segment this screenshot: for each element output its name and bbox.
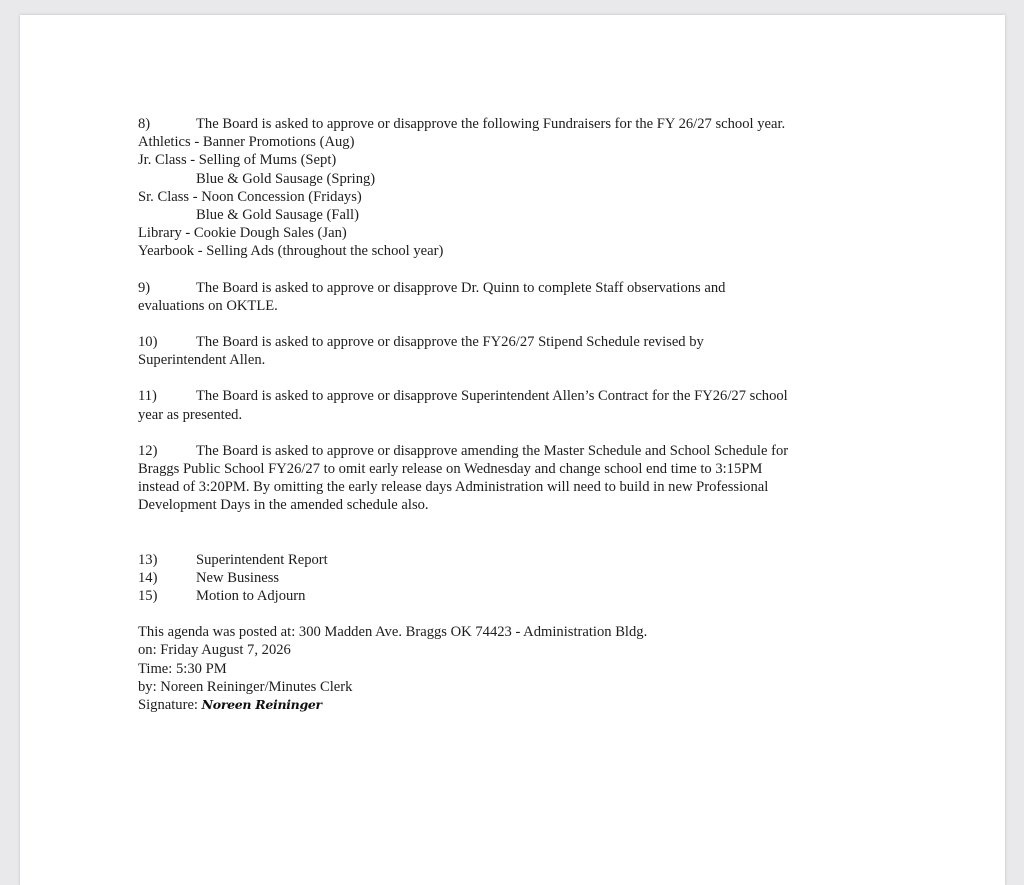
agenda-item-13 <box>138 551 893 569</box>
fundraiser-line: Library - Cookie Dough Sales (Jan) <box>138 225 347 242</box>
posted-date-line: on: Friday August 7, 2026 <box>138 642 291 659</box>
posted-at-line: This agenda was posted at: 300 Madden Ave. Braggs OK 74423 - Administration Bldg. <box>138 624 648 641</box>
item-number: 12) <box>138 442 158 459</box>
handwritten-signature: Noreen Reininger <box>201 697 322 713</box>
item-text-continued: year as presented. <box>138 406 243 423</box>
agenda-item-11 <box>138 387 893 405</box>
item-text: New Business <box>196 569 280 586</box>
item-number: 15) <box>138 588 158 605</box>
agenda-item-10 <box>138 333 893 351</box>
fundraiser-line: Athletics - Banner Promotions (Aug) <box>138 134 355 151</box>
posted-time-line: Time: 5:30 PM <box>138 660 227 677</box>
spacer <box>138 605 893 623</box>
agenda-item-15 <box>138 587 893 605</box>
spacer <box>138 261 893 279</box>
item-text-continued: Development Days in the amended schedule also. <box>138 497 429 514</box>
agenda-item-12 <box>138 442 893 460</box>
item-text: Superintendent Report <box>196 551 328 568</box>
fundraiser-line: Blue & Gold Sausage (Fall) <box>196 207 359 224</box>
item-number: 10) <box>138 334 158 351</box>
document-page <box>20 15 1005 885</box>
item-text: Motion to Adjourn <box>196 588 306 605</box>
spacer <box>138 369 893 387</box>
item-text-continued: Braggs Public School FY26/27 to omit early release on Wednesday and change school end time to 3:15PM <box>138 461 763 478</box>
item-number: 14) <box>138 569 158 586</box>
item-number: 8) <box>138 116 151 132</box>
item-number: 13) <box>138 551 158 568</box>
item-text: The Board is asked to approve or disapprove Superintendent Allen’s Contract for the FY26/27 school <box>196 388 788 405</box>
item-number: 11) <box>138 388 157 405</box>
fundraiser-line: Blue & Gold Sausage (Spring) <box>196 170 376 187</box>
item-text: The Board is asked to approve or disapprove the following Fundraisers for the FY 26/27 school year. <box>196 116 786 132</box>
fundraiser-line: Yearbook - Selling Ads (throughout the school year) <box>138 243 444 260</box>
spacer <box>138 424 893 442</box>
fundraiser-line: Sr. Class - Noon Concession (Fridays) <box>138 188 362 205</box>
agenda-item-8 <box>138 115 893 133</box>
spacer <box>138 515 893 551</box>
item-text: The Board is asked to approve or disapprove amending the Master Schedule and School Schedule for <box>196 442 789 459</box>
item-text-continued: instead of 3:20PM. By omitting the early release days Administration will need to build in new Professional <box>138 479 769 496</box>
item-text-continued: Superintendent Allen. <box>138 352 266 369</box>
item-text: The Board is asked to approve or disapprove Dr. Quinn to complete Staff observations and <box>196 279 726 296</box>
posted-by-line: by: Noreen Reininger/Minutes Clerk <box>138 678 353 695</box>
item-number: 9) <box>138 279 151 296</box>
agenda-item-9 <box>138 279 893 297</box>
agenda-item-14 <box>138 569 893 587</box>
spacer <box>138 315 893 333</box>
fundraiser-line: Jr. Class - Selling of Mums (Sept) <box>138 152 337 169</box>
signature-label: Signature: <box>138 697 198 714</box>
signature-line <box>138 696 893 714</box>
agenda-content <box>138 115 893 714</box>
item-text-continued: evaluations on OKTLE. <box>138 297 278 314</box>
item-text: The Board is asked to approve or disapprove the FY26/27 Stipend Schedule revised by <box>196 334 704 351</box>
